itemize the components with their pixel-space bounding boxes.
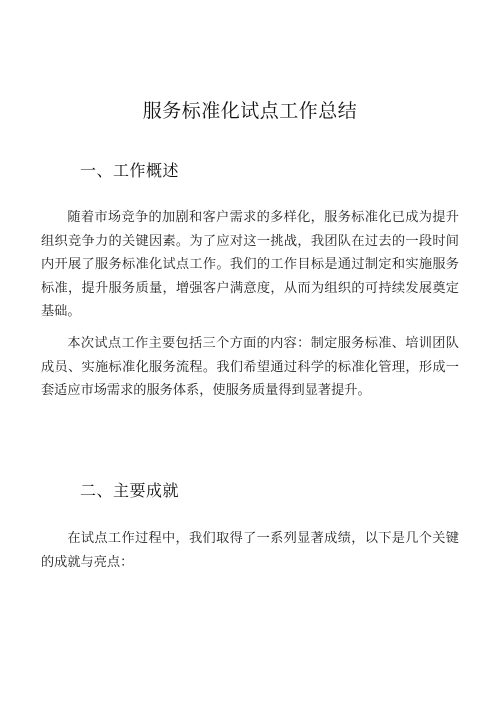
section-heading-overview: 一、工作概述 <box>80 161 180 180</box>
overview-paragraph-1: 随着市场竞争的加剧和客户需求的多样化，服务标准化已成为提升组织竞争力的关键因素。为了应对这一挑战，我团队在过去的一段时间内开展了服务标准化试点工作。我们的工作目标是通过制定和实施服务标准，提升服务质量，增强客户满意度，从而为组织的可持续发展奠定基础。 <box>41 210 459 319</box>
section-heading-achievements: 二、主要成就 <box>80 481 180 500</box>
achievements-paragraph-1: 在试点工作过程中，我们取得了一系列显著成绩，以下是几个关键的成就与亮点： <box>41 531 459 570</box>
document-title: 服务标准化试点工作总结 <box>142 100 358 122</box>
overview-paragraph-2: 本次试点工作主要包括三个方面的内容：制定服务标准、培训团队成员、实施标准化服务流程。我们希望通过科学的标准化管理，形成一套适应市场需求的服务体系，使服务质量得到显著提升。 <box>41 336 459 398</box>
